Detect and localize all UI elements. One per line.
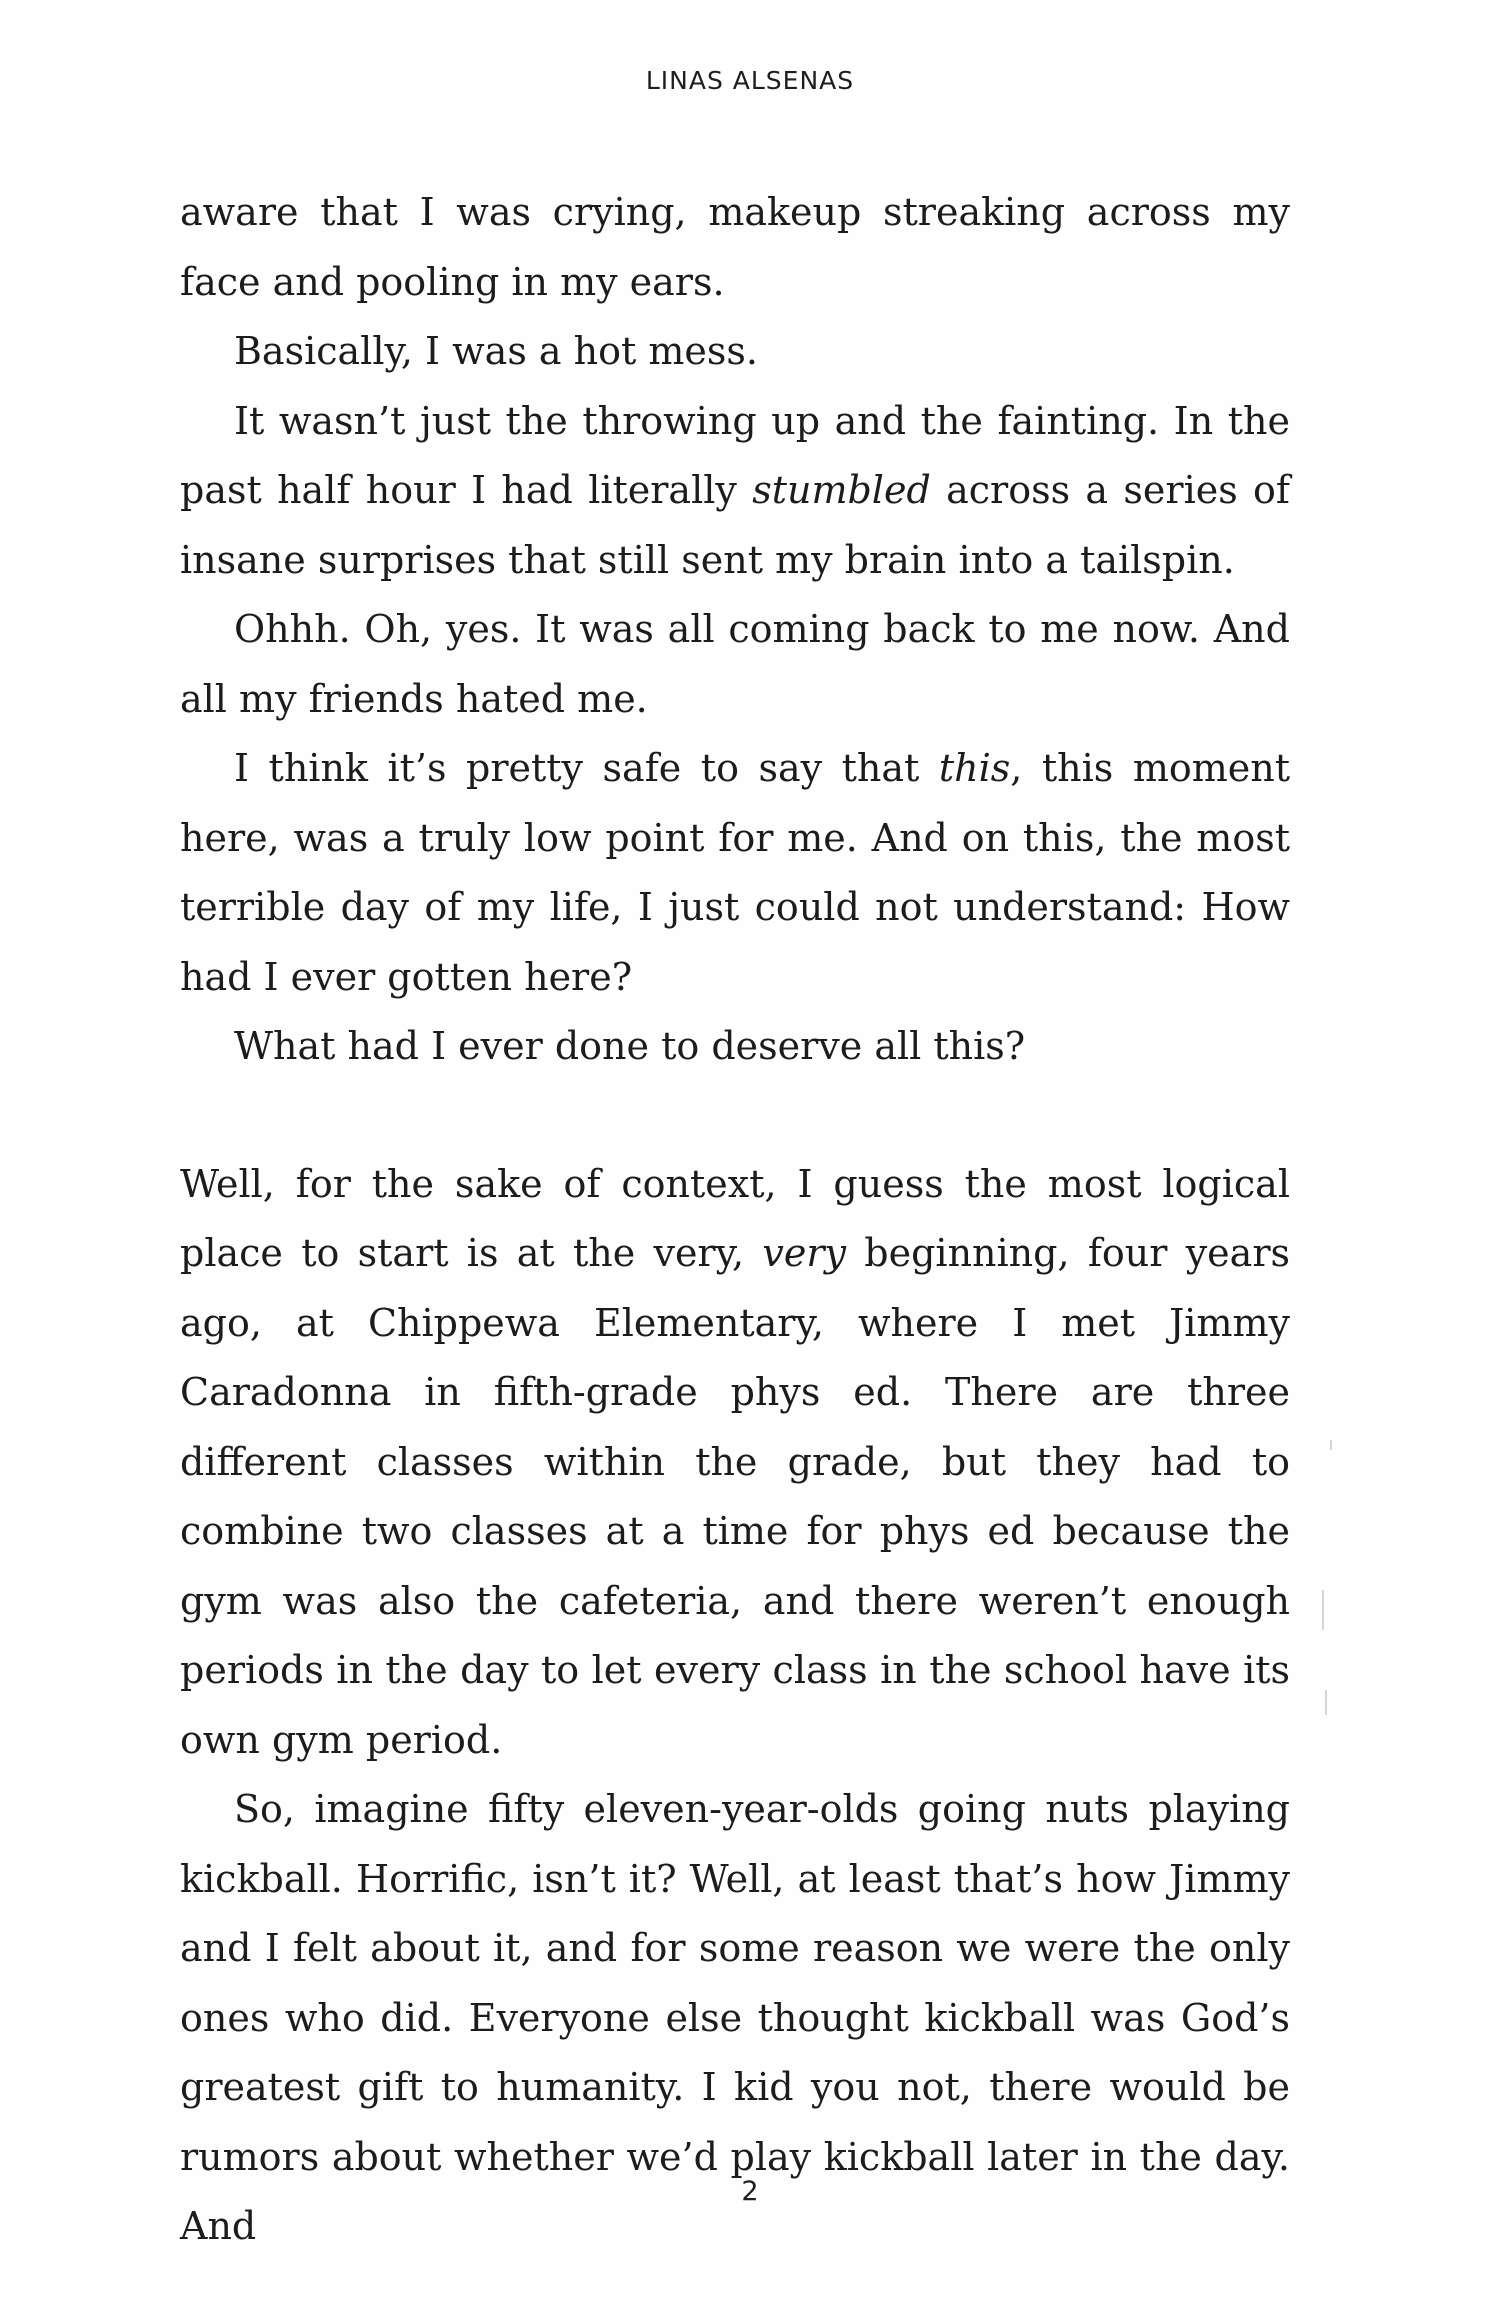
scan-mark [1322, 1590, 1324, 1630]
paragraph [180, 595, 1290, 734]
italic-text: very [762, 1231, 846, 1275]
scan-mark [1330, 1440, 1332, 1450]
text-run: across a series of insane surprises that still sent my brain into a tailspin. [180, 468, 1290, 582]
page-number: 2 [741, 2176, 759, 2207]
running-head: LINAS ALSENAS [645, 66, 855, 95]
paragraph [180, 1012, 1290, 1082]
text-run: aware that I was crying, makeup streaking across my face and pooling in my ears. [180, 190, 1290, 304]
text-run: What had I ever done to deserve all this? [234, 1024, 1026, 1068]
scan-mark [1325, 1690, 1327, 1715]
paragraph [180, 734, 1290, 1012]
text-run: So, imagine fifty eleven-year-olds going nuts playing kickball. Horrific, isn’t it? Well, at least that’s how Jimmy and I felt about it, and for some reason we were the only ones who did. Everyone else thought kickball was God’s greatest gift to humanity. I kid you not, there would be rumors about whether we’d play kickball later in the day. And [180, 1787, 1290, 2248]
paragraph [180, 387, 1290, 596]
body-text [180, 178, 1290, 2262]
text-run: Ohhh. Oh, yes. It was all coming back to me now. And all my friends hated me. [180, 607, 1290, 721]
paragraph [180, 1150, 1290, 1776]
text-run: beginning, four years ago, at Chippewa Elementary, where I met Jimmy Caradonna in fifth-grade phys ed. There are three different classes within the grade, but they had to combine two classes at a time for phys ed because the gym was also the cafeteria, and there weren’t enough periods in the day to let every class in the school have its own gym period. [180, 1231, 1290, 1762]
text-run: , this moment here, was a truly low point for me. And on this, the most terrible day of my life, I just could not understand: How had I ever gotten here? [180, 746, 1290, 999]
text-run: It wasn’t just the throwing up and the fainting. In the past half hour I had literally [180, 398, 1290, 512]
text-run: Basically, I was a hot mess. [234, 329, 758, 373]
text-run: Well, for the sake of context, I guess the most logical place to start is at the very, [180, 1161, 1290, 1275]
paragraph [180, 178, 1290, 317]
italic-text: stumbled [752, 468, 931, 512]
section-break [180, 1082, 1290, 1150]
text-run: I think it’s pretty safe to say that [234, 746, 939, 790]
italic-text: this [938, 746, 1011, 790]
paragraph [180, 317, 1290, 387]
